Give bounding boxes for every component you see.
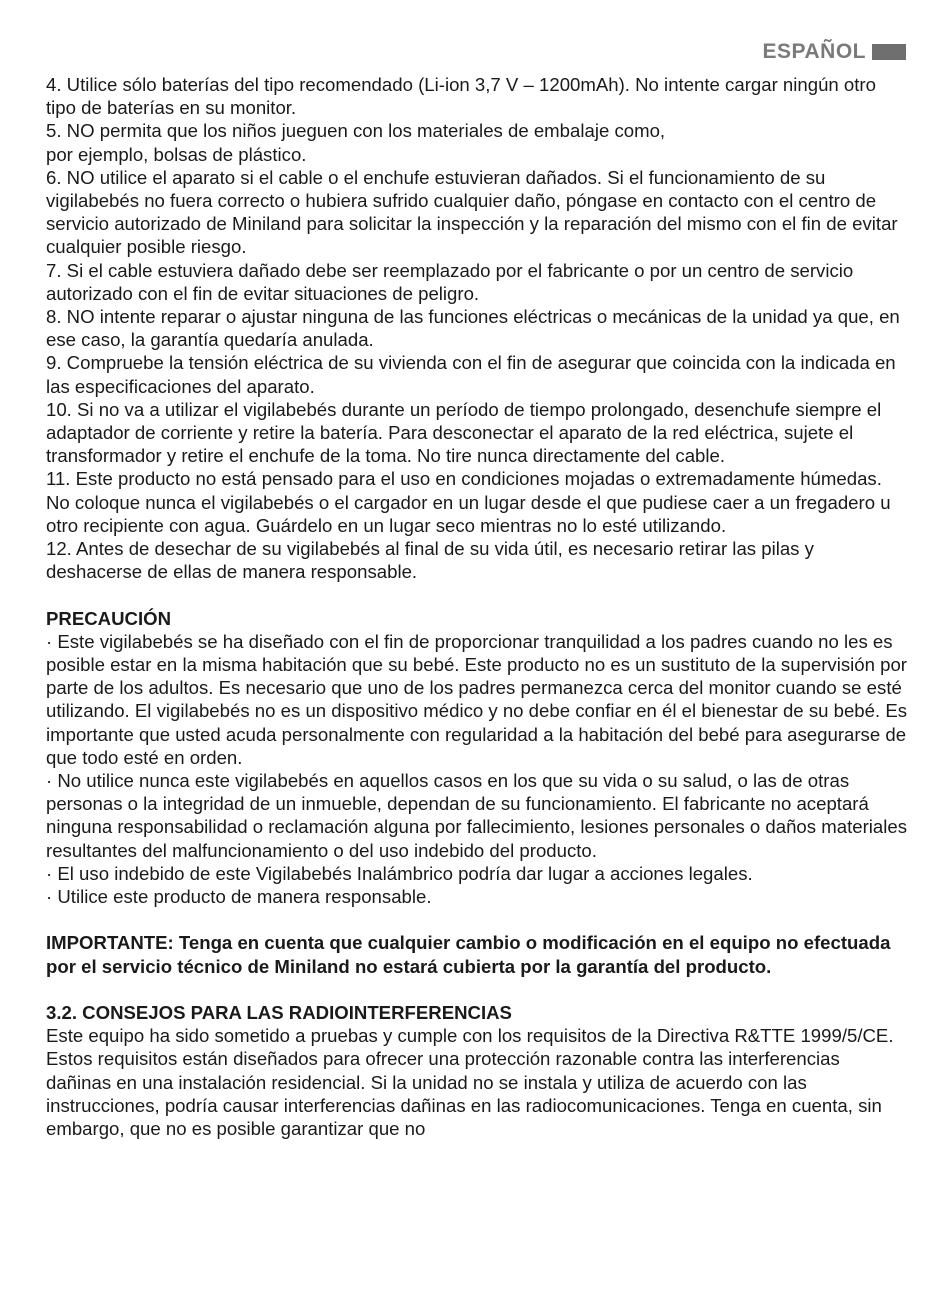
list-item-5: 5. NO permita que los niños jueguen con los materiales de embalaje como, por ejemplo, bolsas de plástico. bbox=[46, 120, 666, 165]
list-item-8: 8. NO intente reparar o ajustar ninguna de las funciones eléctricas o mecánicas de la unidad ya que, en ese caso, la garantía quedaría anulada. bbox=[46, 306, 900, 351]
list-item-6: 6. NO utilice el aparato si el cable o el enchufe estuvieran dañados. Si el funcionamiento de su vigilabebés no fuera correcto o hubiera sufrido cualquier daño, póngase en contacto con el centro de servicio autorizado de Miniland para solicitar la inspección y la reparación del mismo con el fin de evitar cualquier posible riesgo. bbox=[46, 166, 898, 258]
language-label: ESPAÑOL bbox=[762, 40, 866, 63]
page-header bbox=[763, 40, 906, 64]
precaucion-heading: PRECAUCIÓN bbox=[46, 607, 171, 629]
precaucion-item-4: · Utilice este producto de manera responsable. bbox=[46, 886, 432, 908]
section-3-2-body: Este equipo ha sido sometido a pruebas y cumple con los requisitos de la Directiva R&TTE 1999/5/CE. Estos requisitos están diseñados para ofrecer una protección razonable contra las interferencias dañinas en una instalación residencial. Si la unidad no se instala y utiliza de acuerdo con las instrucciones, podría causar interferencias dañinas en las radiocomunicaciones. Tenga en cuenta, sin embargo, que no es posible garantizar que no bbox=[46, 1025, 894, 1140]
precaucion-item-1: · Este vigilabebés se ha diseñado con el fin de proporcionar tranquilidad a los padres cuando no les es posible estar en la misma habitación que su bebé. Este producto no es un sustituto de la supervisión por parte de los adultos. Es necesario que uno de los padres permanezca cerca del monitor cuando se esté utilizando. El vigilabebés no es un dispositivo médico y no debe confiar en él el bienestar de su bebé. Es importante que usted acuda personalmente con regularidad a la habitación del bebé para asegurarse de que todo esté en orden. bbox=[46, 630, 908, 768]
document-body bbox=[46, 73, 908, 1140]
spacer bbox=[46, 908, 908, 931]
list-item-7: 7. Si el cable estuviera dañado debe ser reemplazado por el fabricante o por un centro de servicio autorizado con el fin de evitar situaciones de peligro. bbox=[46, 259, 854, 304]
list-item-4: 4. Utilice sólo baterías del tipo recomendado (Li-ion 3,7 V – 1200mAh). No intente cargar ningún otro tipo de baterías en su monitor. bbox=[46, 74, 876, 119]
section-3-2-heading: 3.2. CONSEJOS PARA LAS RADIOINTERFERENCIAS bbox=[46, 1002, 512, 1024]
list-item-11: 11. Este producto no está pensado para el uso en condiciones mojadas o extremadamente húmedas. No coloque nunca el vigilabebés o el cargador en un lugar desde el que pudiese caer a un fregadero u otro recipiente con agua. Guárdelo en un lugar seco mientras no lo esté utilizando. bbox=[46, 468, 891, 536]
list-item-12: 12. Antes de desechar de su vigilabebés al final de su vida útil, es necesario retirar las pilas y deshacerse de ellas de manera responsable. bbox=[46, 538, 814, 583]
precaucion-item-3: · El uso indebido de este Vigilabebés Inalámbrico podría dar lugar a acciones legales. bbox=[46, 862, 753, 884]
list-item-9: 9. Compruebe la tensión eléctrica de su vivienda con el fin de asegurar que coincida con la indicada en las especificaciones del aparato. bbox=[46, 352, 896, 397]
spacer bbox=[46, 978, 908, 1001]
language-tab-marker bbox=[872, 44, 906, 60]
precaucion-item-2: · No utilice nunca este vigilabebés en aquellos casos en los que su vida o su salud, o las de otras personas o la integridad de un inmueble, dependan de su funcionamiento. El fabricante no aceptará ninguna responsabilidad o reclamación alguna por fallecimiento, lesiones personales o daños materiales resultantes del malfuncionamiento o del uso indebido del producto. bbox=[46, 770, 908, 861]
spacer bbox=[46, 583, 908, 606]
importante-notice: IMPORTANTE: Tenga en cuenta que cualquier cambio o modificación en el equipo no efectuada por el servicio técnico de Miniland no estará cubierta por la garantía del producto. bbox=[46, 932, 891, 977]
list-item-10: 10. Si no va a utilizar el vigilabebés durante un período de tiempo prolongado, desenchufe siempre el adaptador de corriente y retire la batería. Para desconectar el aparato de la red eléctrica, sujete el transformador y retire el enchufe de la toma. No tire nunca directamente del cable. bbox=[46, 398, 882, 467]
